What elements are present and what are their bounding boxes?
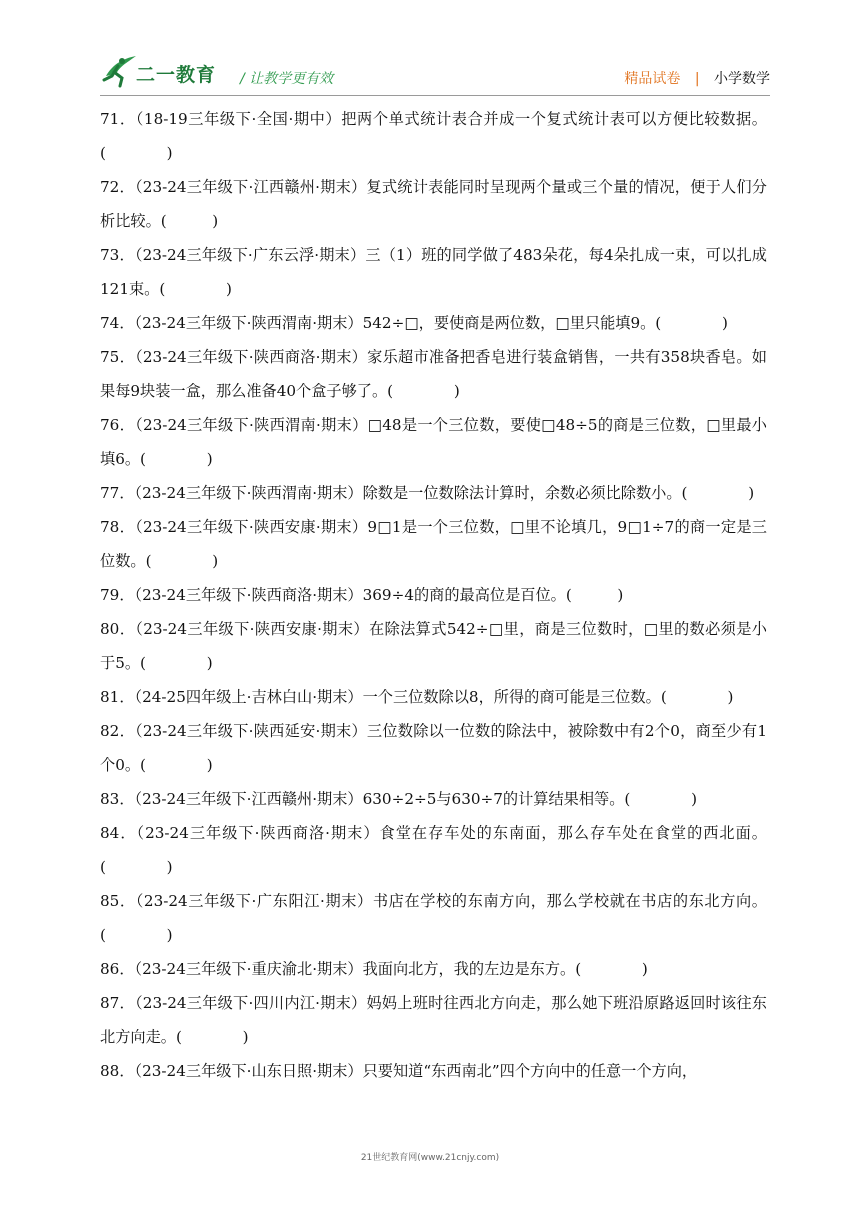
- question-79: 79．（23-24三年级下·陕西商洛·期末）369÷4的商的最高位是百位。( ): [100, 586, 624, 604]
- question-77: 77．（23-24三年级下·陕西渭南·期末）除数是一位数除法计算时，余数必须比除数小。( ): [100, 484, 755, 502]
- question-75: 75．（23-24三年级下·陕西商洛·期末）家乐超市准备把香皂进行装盒销售，一共有358块香皂。如果每9块装一盒，那么准备40个盒子够了。( ): [100, 348, 767, 400]
- runner-logo-icon: [100, 52, 140, 88]
- page-footer: 21世纪教育网(www.21cnjy.com): [360, 1153, 500, 1163]
- question-80: 80．（23-24三年级下·陕西安康·期末）在除法算式542÷□里，商是三位数时，□里的数必须是小于5。( ): [100, 620, 767, 672]
- question-82: 82．（23-24三年级下·陕西延安·期末）三位数除以一位数的除法中，被除数中有2个0，商至少有1个0。( ): [100, 722, 767, 774]
- logo: [100, 52, 220, 88]
- question-73: 73．（23-24三年级下·广东云浮·期末）三（1）班的同学做了483朵花，每4朵扎成一束，可以扎成121束。( ): [100, 246, 767, 298]
- question-76: 76．（23-24三年级下·陕西渭南·期末）□48是一个三位数，要使□48÷5的商是三位数，□里最小填6。( ): [100, 416, 767, 468]
- question-72: 72．（23-24三年级下·江西赣州·期末）复式统计表能同时呈现两个量或三个量的情况，便于人们分析比较。( ): [100, 178, 767, 230]
- header-right: [624, 68, 770, 88]
- question-88: 88．（23-24三年级下·山东日照·期末）只要知道“东西南北”四个方向中的任意一个方向，: [100, 1062, 698, 1080]
- question-74: 74．（23-24三年级下·陕西渭南·期末）542÷□，要使商是两位数，□里只能填9。( ): [100, 314, 728, 332]
- question-list: [100, 102, 767, 1088]
- question-78: 78．（23-24三年级下·陕西安康·期末）9□1是一个三位数，□里不论填几，9□1÷7的商一定是三位数。( ): [100, 518, 767, 570]
- slogan: / 让教学更有效: [240, 71, 334, 87]
- question-83: 83．（23-24三年级下·江西赣州·期末）630÷2÷5与630÷7的计算结果相等。( ): [100, 790, 698, 808]
- question-87: 87．（23-24三年级下·四川内江·期末）妈妈上班时往西北方向走，那么她下班沿原路返回时该往东北方向走。( ): [100, 994, 767, 1046]
- logo-text: 二一教育: [136, 64, 217, 86]
- question-71: 71．（18-19三年级下·全国·期中）把两个单式统计表合并成一个复式统计表可以方便比较数据。( ): [100, 110, 767, 162]
- header-separator: |: [694, 71, 700, 87]
- question-84: 84．（23-24三年级下·陕西商洛·期末）食堂在存车处的东南面，那么存车处在食堂的西北面。( ): [100, 824, 767, 876]
- page-header: [100, 52, 770, 92]
- header-tag: 精品试卷: [624, 71, 681, 87]
- question-81: 81．（24-25四年级上·吉林白山·期末）一个三位数除以8，所得的商可能是三位数。( ): [100, 688, 734, 706]
- header-subject: 小学数学: [714, 71, 770, 87]
- question-85: 85．（23-24三年级下·广东阳江·期末）书店在学校的东南方向，那么学校就在书店的东北方向。( ): [100, 892, 767, 944]
- header-divider: [100, 95, 770, 96]
- question-86: 86．（23-24三年级下·重庆渝北·期末）我面向北方，我的左边是东方。( ): [100, 960, 648, 978]
